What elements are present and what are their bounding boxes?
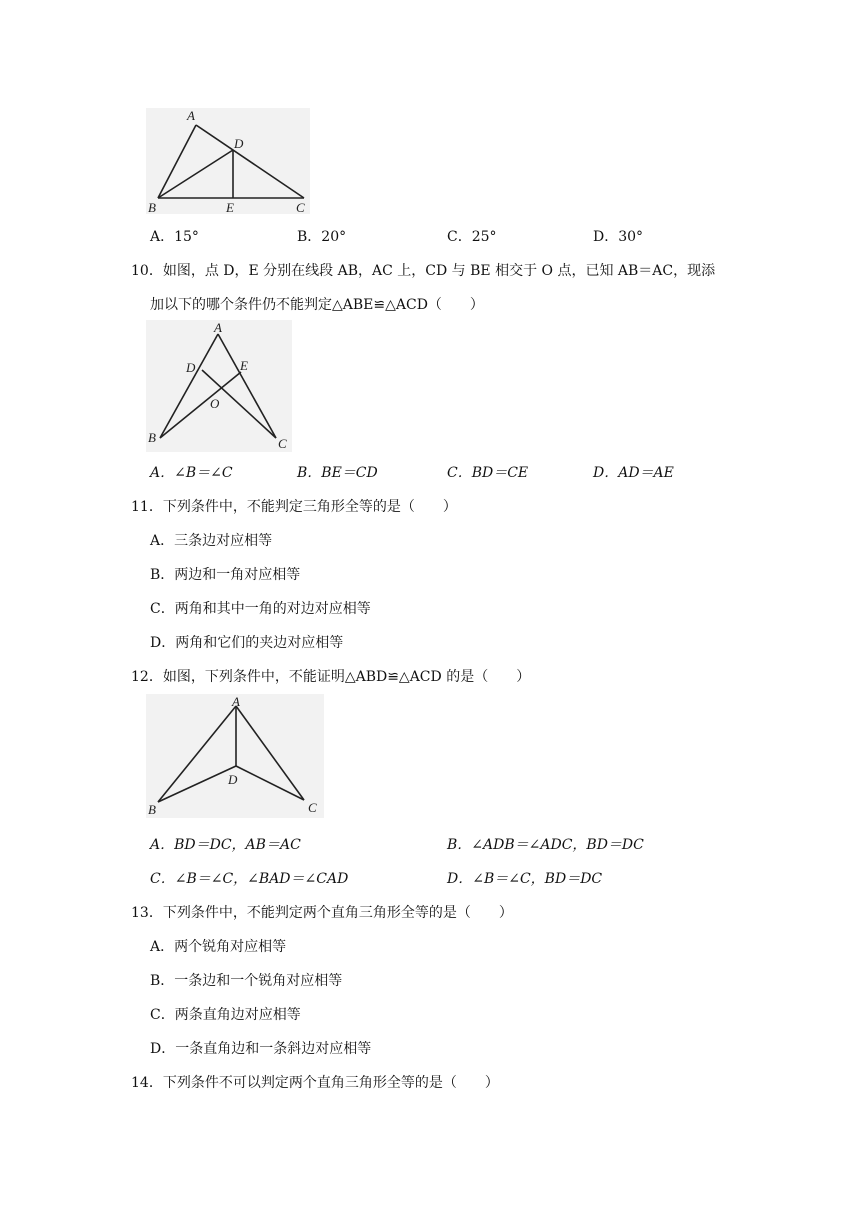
q13-option-a: A．两个锐角对应相等 <box>150 939 287 955</box>
q12-label-c: C <box>308 800 317 815</box>
q9-label-b: B <box>148 200 156 214</box>
q13-stem: 13．下列条件中，不能判定两个直角三角形全等的是（ ） <box>131 905 513 921</box>
q9-label-d: D <box>234 136 244 151</box>
q12-option-d: D．∠B＝∠C，BD＝DC <box>447 871 603 887</box>
q10-option-d: D．AD＝AE <box>593 465 674 481</box>
q10-option-b: B．BE＝CD <box>297 465 378 481</box>
q10-label-a: A <box>214 320 222 335</box>
q11-option-b: B．两边和一角对应相等 <box>150 567 301 583</box>
q9-figure <box>146 108 310 214</box>
q10-triangle-diagram <box>146 320 292 452</box>
q12-label-d: D <box>228 772 238 787</box>
q13-option-d: D．一条直角边和一条斜边对应相等 <box>150 1041 372 1057</box>
q10-figure <box>146 320 292 452</box>
q14-stem: 14．下列条件不可以判定两个直角三角形全等的是（ ） <box>131 1075 499 1091</box>
q9-triangle-diagram <box>146 108 310 214</box>
q12-option-c: C．∠B＝∠C，∠BAD＝∠CAD <box>150 871 349 887</box>
q9-option-c: C．25° <box>447 229 497 245</box>
q9-label-c: C <box>296 200 305 214</box>
q12-option-a: A．BD＝DC，AB＝AC <box>150 837 301 853</box>
q10-label-b: B <box>148 430 156 445</box>
q10-option-a: A．∠B＝∠C <box>150 465 233 481</box>
q9-option-d: D．30° <box>593 229 644 245</box>
q10-label-c: C <box>278 436 287 451</box>
q11-option-a: A．三条边对应相等 <box>150 533 273 549</box>
q9-option-b: B．20° <box>297 229 347 245</box>
q12-option-b: B．∠ADB＝∠ADC，BD＝DC <box>447 837 644 853</box>
q13-option-c: C．两条直角边对应相等 <box>150 1007 301 1023</box>
q9-option-a: A．15° <box>150 229 199 245</box>
q9-label-e: E <box>226 200 234 214</box>
q12-label-b: B <box>148 802 156 817</box>
q10-stem-line2: 加以下的哪个条件仍不能判定△ABE≌△ACD（ ） <box>150 297 484 313</box>
q11-option-c: C．两角和其中一角的对边对应相等 <box>150 601 371 617</box>
q11-stem: 11．下列条件中，不能判定三角形全等的是（ ） <box>131 499 457 515</box>
q10-option-c: C．BD＝CE <box>447 465 529 481</box>
q11-option-d: D．两角和它们的夹边对应相等 <box>150 635 344 651</box>
q12-kite-diagram <box>146 694 324 818</box>
q10-label-o: O <box>210 396 220 411</box>
q9-label-a: A <box>187 108 195 123</box>
q10-label-e: E <box>240 358 248 373</box>
q10-stem-line1: 10．如图，点 D，E 分别在线段 AB，AC 上，CD 与 BE 相交于 O 点，已知 AB＝AC，现添 <box>131 263 716 279</box>
q12-figure <box>146 694 324 818</box>
q10-label-d: D <box>186 360 196 375</box>
q13-option-b: B．一条边和一个锐角对应相等 <box>150 973 343 989</box>
q12-stem: 12．如图，下列条件中，不能证明△ABD≌△ACD 的是（ ） <box>131 669 531 685</box>
q12-label-a: A <box>232 694 240 709</box>
